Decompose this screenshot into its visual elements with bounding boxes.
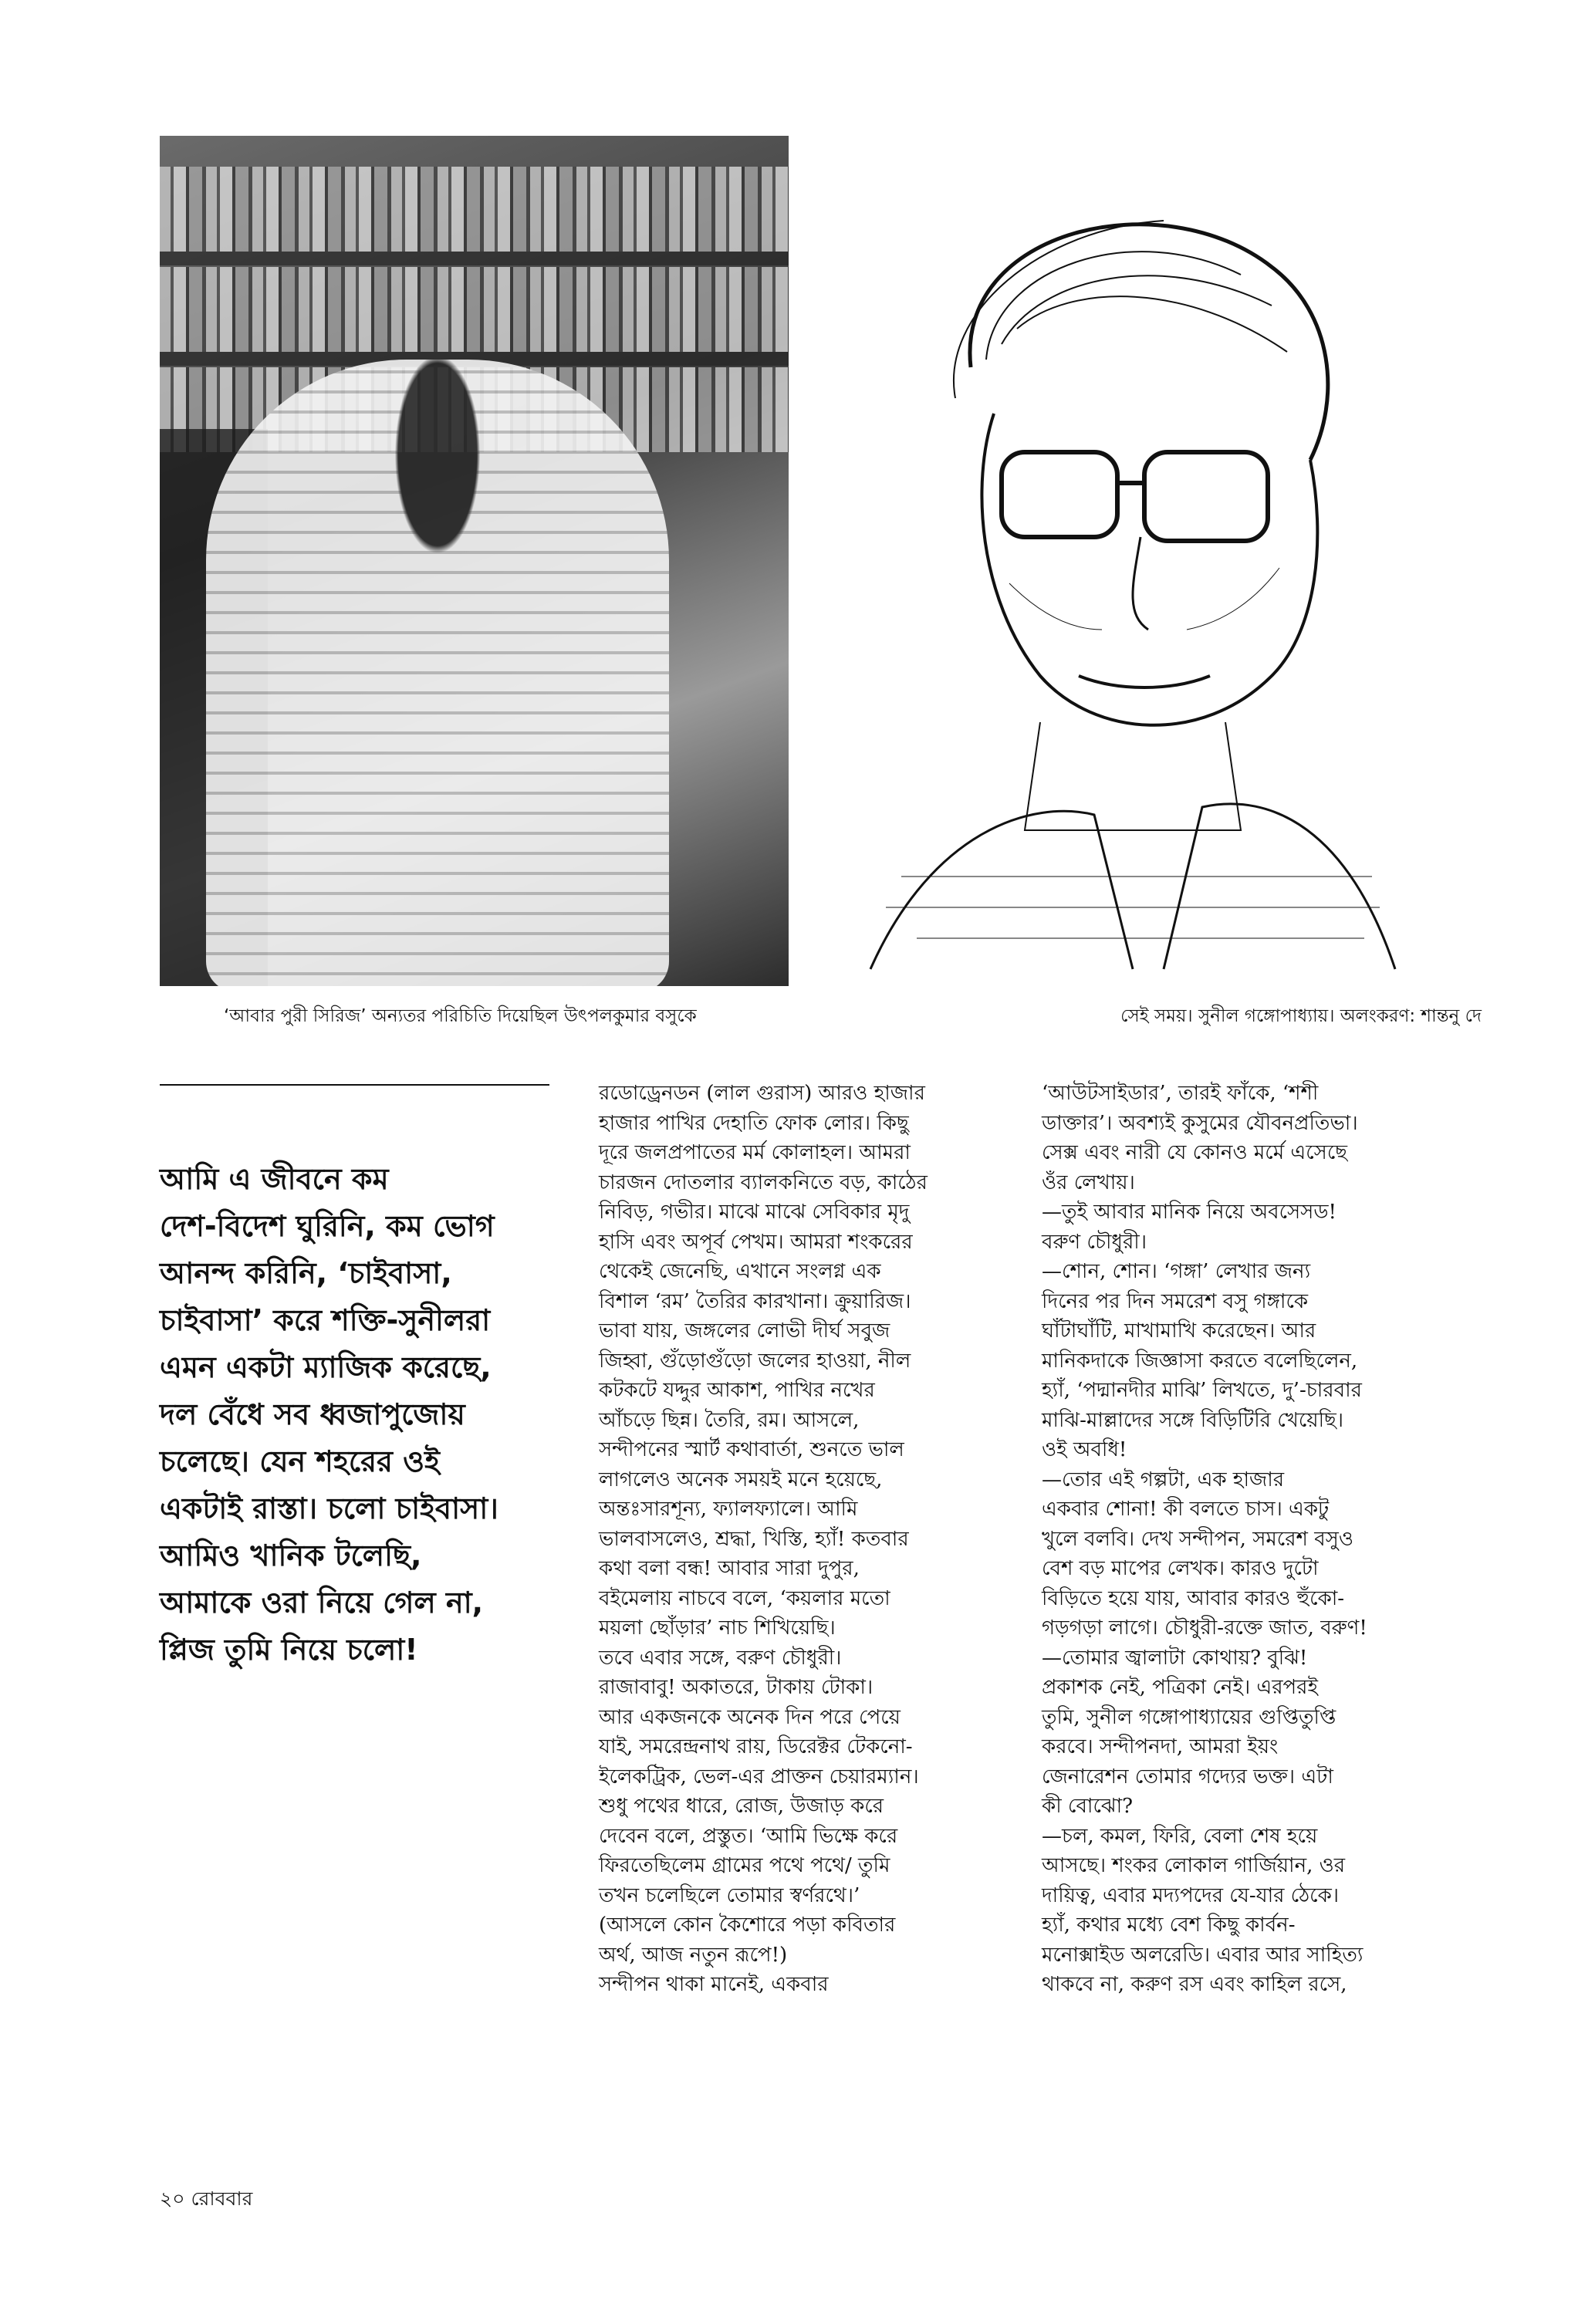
body-line: হাসি এবং অপূর্ব পেখম। আমরা শংকরের xyxy=(599,1230,913,1254)
pull-quote xyxy=(160,1156,561,1674)
caption-right: সেই সময়। সুনীল গঙ্গোপাধ্যায়। অলংকরণ: শান্তনু দে xyxy=(1120,1006,1482,1026)
body-line: বেশ বড় মাপের লেখক। কারও দুটো xyxy=(1042,1557,1319,1580)
pull-quote-line: আমিও খানিক টলেছি, xyxy=(160,1539,422,1572)
body-line: হ্যাঁ, ‘পদ্মানদীর মাঝি’ লিখতে, দু’-চারবার xyxy=(1042,1379,1362,1402)
body-line: বরুণ চৌধুরী। xyxy=(1042,1230,1147,1254)
body-line: রডোড্রেনডন (লাল গুরাস) আরও হাজার xyxy=(599,1082,925,1105)
body-line: আসছে। শংকর লোকাল গার্জিয়ান, ওর xyxy=(1042,1854,1346,1877)
body-line: (আসলে কোন কৈশোরে পড়া কবিতার xyxy=(599,1914,896,1937)
body-line: ইলেকট্রিক, ভেল-এর প্রাক্তন চেয়ারম্যান। xyxy=(599,1765,919,1789)
body-line: থেকেই জেনেছি, এখানে সংলগ্ন এক xyxy=(599,1260,881,1283)
body-line: ভালবাসলেও, শ্রদ্ধা, খিস্তি, হ্যাঁ! কতবার xyxy=(599,1527,909,1551)
caption-left: ‘আবার পুরী সিরিজ’ অন্যতর পরিচিতি দিয়েছিল উৎপলকুমার বসুকে xyxy=(224,1006,697,1026)
body-line: একবার শোনা! কী বলতে চাস। একটু xyxy=(1042,1498,1330,1521)
body-line: জেনারেশন তোমার গদ্যের ভক্ত। এটা xyxy=(1042,1765,1333,1789)
body-line: —তুই আবার মানিক নিয়ে অবসেসড! xyxy=(1042,1201,1336,1224)
body-line: দূরে জলপ্রপাতের মর্ম কোলাহল। আমরা xyxy=(599,1141,911,1164)
seated-man-figure xyxy=(206,360,669,986)
body-line: গড়গড়া লাগে। চৌধুরী-রক্তে জাত, বরুণ! xyxy=(1042,1616,1367,1640)
bookshelf-row xyxy=(160,267,789,352)
body-line: করবে। সন্দীপনদা, আমরা ইয়ং xyxy=(1042,1735,1279,1758)
body-line: কথা বলা বন্ধ! আবার সারা দুপুর, xyxy=(599,1557,860,1580)
text-column-middle xyxy=(599,1079,1004,2000)
body-line: বিড়িতে হয়ে যায়, আবার কারও হুঁকো- xyxy=(1042,1586,1345,1610)
shelf-board xyxy=(160,252,789,265)
body-line: চারজন দোতলার ব্যালকনিতে বড়, কাঠের xyxy=(599,1170,928,1194)
body-line: সন্দীপন থাকা মানেই, একবার xyxy=(599,1973,829,1996)
pull-quote-line: আমি এ জীবনে কম xyxy=(160,1162,389,1196)
body-line: ডাক্তার’। অবশ্যই কুসুমের যৌবনপ্রতিভা। xyxy=(1042,1111,1358,1135)
body-line: ফিরতেছিলেম গ্রামের পথে পথে/ তুমি xyxy=(599,1854,890,1877)
photo-left xyxy=(160,136,789,986)
body-line: শুধু পথের ধারে, রোজ, উজাড় করে xyxy=(599,1795,884,1818)
sketch-portrait xyxy=(840,136,1426,985)
body-line: লাগলেও অনেক সময়ই মনে হয়েছে, xyxy=(599,1468,883,1491)
body-line: অন্তঃসারশূন্য, ফ্যালফ্যালে। আমি xyxy=(599,1498,858,1521)
body-line: ওঁর লেখায়। xyxy=(1042,1170,1135,1194)
body-line: অর্থ, আজ নতুন রূপে!) xyxy=(599,1943,788,1967)
body-line: ওই অবধি! xyxy=(1042,1438,1127,1461)
body-line: বইমেলায় নাচবে বলে, ‘কয়লার মতো xyxy=(599,1586,890,1610)
body-line: কটকটে যদ্দুর আকাশ, পাখির নখের xyxy=(599,1379,875,1402)
body-line: রাজাবাবু! অকাতরে, টাকায় টোকা। xyxy=(599,1676,874,1699)
body-line: খুলে বলবি। দেখ সন্দীপন, সমরেশ বসুও xyxy=(1042,1527,1353,1551)
sketch-portrait-drawing xyxy=(840,136,1426,985)
body-line: নিবিড়, গভীর। মাঝে মাঝে সেবিকার মৃদু xyxy=(599,1201,910,1224)
body-line: জিহ্বা, গুঁড়োগুঁড়ো জলের হাওয়া, নীল xyxy=(599,1349,911,1373)
body-line: তবে এবার সঙ্গে, বরুণ চৌধুরী। xyxy=(599,1646,842,1670)
body-line: —তোমার জ্বালাটা কোথায়? বুঝি! xyxy=(1042,1646,1308,1670)
text-column-right xyxy=(1042,1079,1447,2000)
body-line: সেক্স এবং নারী যে কোনও মর্মে এসেছে xyxy=(1042,1141,1348,1164)
divider-rule xyxy=(160,1084,549,1086)
pull-quote-line: চলেছে। যেন শহরের ওই xyxy=(160,1444,440,1478)
body-line: আর একজনকে অনেক দিন পরে পেয়ে xyxy=(599,1705,901,1729)
body-line: বিশাল ‘রম’ তৈরির কারখানা। ক্রুয়ারিজ। xyxy=(599,1289,911,1313)
body-line: তুমি, সুনীল গঙ্গোপাধ্যায়ের গুপ্তিতুপ্তি xyxy=(1042,1705,1336,1729)
pull-quote-line: দল বেঁধে সব ধ্বজাপুজোয় xyxy=(160,1397,465,1431)
body-line: —শোন, শোন। ‘গঙ্গা’ লেখার জন্য xyxy=(1042,1260,1311,1283)
body-line: ময়লা ছোঁড়ার’ নাচ শিখিয়েছি। xyxy=(599,1616,836,1640)
pull-quote-line: আনন্দ করিনি, ‘চাইবাসা, xyxy=(160,1256,452,1290)
pull-quote-line: এমন একটা ম্যাজিক করেছে, xyxy=(160,1350,492,1384)
body-line: দেবেন বলে, প্রস্তুত। ‘আমি ভিক্ষে করে xyxy=(599,1824,898,1848)
body-line: যাই, সমরেন্দ্রনাথ রায়, ডিরেক্টর টেকনো- xyxy=(599,1735,913,1758)
body-line: হাজার পাখির দেহাতি ফোক লোর। কিছু xyxy=(599,1111,909,1135)
body-line: ঘাঁটাঘাঁটি, মাখামাখি করেছেন। আর xyxy=(1042,1319,1316,1343)
body-line: সন্দীপনের স্মার্ট কথাবার্তা, শুনতে ভাল xyxy=(599,1438,904,1461)
body-line: প্রকাশক নেই, পত্রিকা নেই। এরপরই xyxy=(1042,1676,1318,1699)
body-line: —চল, কমল, ফিরি, বেলা শেষ হয়ে xyxy=(1042,1824,1318,1848)
body-line: হ্যাঁ, কথার মধ্যে বেশ কিছু কার্বন- xyxy=(1042,1914,1296,1937)
body-line: তখন চলেছিলে তোমার স্বর্ণরথে।’ xyxy=(599,1883,860,1907)
body-line: দায়িত্ব, এবার মদ্যপদের যে-যার ঠেকে। xyxy=(1042,1883,1340,1907)
pull-quote-line: দেশ-বিদেশ ঘুরিনি, কম ভোগ xyxy=(160,1209,495,1243)
pull-quote-line: চাইবাসা’ করে শক্তি-সুনীলরা xyxy=(160,1303,491,1337)
body-line: ভাবা যায়, জঙ্গলের লোভী দীর্ঘ সবুজ xyxy=(599,1319,890,1343)
bookshelf-row xyxy=(160,167,789,252)
body-line: থাকবে না, করুণ রস এবং কাহিল রসে, xyxy=(1042,1973,1347,1996)
body-line: আঁচড়ে ছিন্ন। তৈরি, রম। আসলে, xyxy=(599,1408,860,1432)
body-line: মাঝি-মাল্লাদের সঙ্গে বিড়িটিরি খেয়েছি। xyxy=(1042,1408,1344,1432)
body-line: —তোর এই গল্পটা, এক হাজার xyxy=(1042,1468,1285,1491)
body-line: ‘আউটসাইডার’, তারই ফাঁকে, ‘শশী xyxy=(1042,1082,1319,1105)
pull-quote-line: প্লিজ তুমি নিয়ে চলো! xyxy=(160,1633,418,1667)
page-footer: ২০ রোববার xyxy=(160,2187,253,2210)
body-line: কী বোঝো? xyxy=(1042,1795,1134,1818)
body-line: মানিকদাকে জিজ্ঞাসা করতে বলেছিলেন, xyxy=(1042,1349,1358,1373)
body-line: মনোক্সাইড অলরেডি। এবার আর সাহিত্য xyxy=(1042,1943,1364,1967)
body-line: দিনের পর দিন সমরেশ বসু গঙ্গাকে xyxy=(1042,1289,1309,1313)
pull-quote-line: একটাই রাস্তা। চলো চাইবাসা। xyxy=(160,1491,498,1525)
pull-quote-line: আমাকে ওরা নিয়ে গেল না, xyxy=(160,1586,484,1620)
